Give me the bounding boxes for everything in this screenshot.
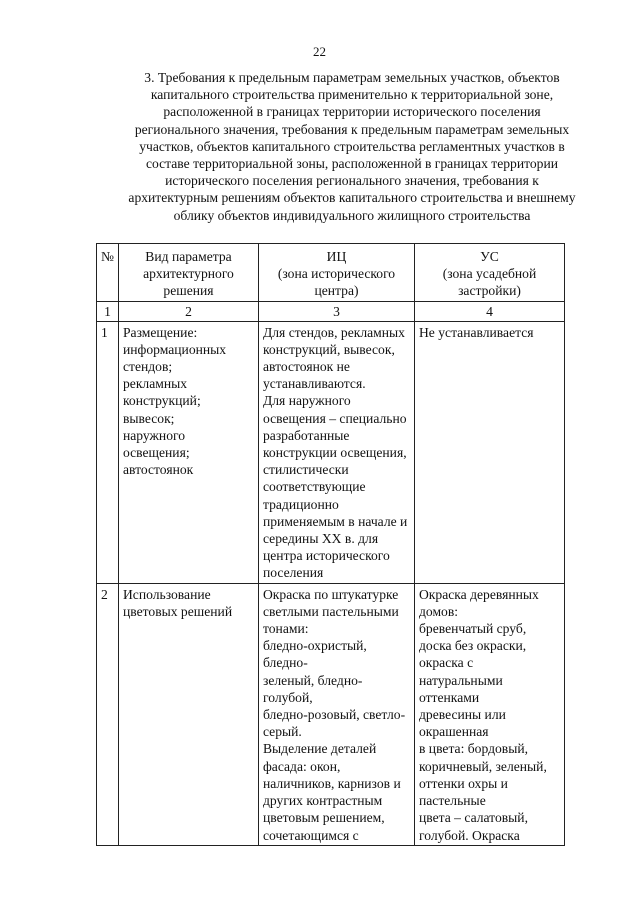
header-us-line: УС xyxy=(480,249,499,264)
cell-line: тонами: xyxy=(262,621,309,637)
cell-line: Для наружного xyxy=(262,393,351,409)
cell-line: Использование xyxy=(122,586,211,602)
cell-line: информационных xyxy=(122,341,227,357)
cell-line: середины XX в. для xyxy=(262,531,379,547)
heading-line: составе территориальной зоны, расположенной в границах территории xyxy=(145,156,559,172)
cell-line: бледно-охристый, xyxy=(262,638,367,654)
header-param-line: архитектурного xyxy=(143,266,234,282)
cell-line: применяемым в начале и xyxy=(262,513,408,529)
row-number: 2 xyxy=(97,583,119,845)
cell-line: фасада: окон, xyxy=(262,758,341,774)
cell-line: цветовых решений xyxy=(122,603,233,619)
table-header-row xyxy=(97,244,565,302)
column-number: 3 xyxy=(258,301,414,321)
header-ic xyxy=(258,244,414,302)
column-number-row xyxy=(97,301,565,321)
cell-us xyxy=(414,321,564,583)
cell-line: бледно-розовый, светло- xyxy=(262,707,406,723)
table-row xyxy=(97,321,565,583)
heading-line: расположенной в границах территории исторического поселения xyxy=(163,104,541,120)
heading-line: исторического поселения регионального значения, требования к xyxy=(165,173,539,189)
heading-line: облику объектов индивидуального жилищного строительства xyxy=(173,207,531,223)
cell-line: разработанные xyxy=(262,427,350,443)
cell-line: устанавливаются. xyxy=(262,376,366,392)
cell-line: домов: xyxy=(418,603,459,619)
cell-line: окрашенная xyxy=(418,724,489,740)
heading-line: архитектурным решениям объектов капитального строительства и внешнему xyxy=(128,190,576,206)
column-number: 4 xyxy=(414,301,564,321)
cell-line: пастельные xyxy=(418,793,486,809)
cell-line: стилистически xyxy=(262,462,349,478)
column-number: 1 xyxy=(97,301,119,321)
cell-param xyxy=(118,321,258,583)
cell-line: центра исторического xyxy=(262,548,390,564)
cell-line: рекламных xyxy=(122,376,188,392)
header-param xyxy=(118,244,258,302)
parameters-table xyxy=(96,243,565,846)
column-number: 2 xyxy=(118,301,258,321)
cell-us xyxy=(414,583,564,845)
cell-line: в цвета: бордовый, xyxy=(418,741,529,757)
header-us-line: (зона усадебной xyxy=(442,266,537,282)
cell-ic xyxy=(258,321,414,583)
cell-line: бледно- xyxy=(262,655,308,671)
cell-line: доска без окраски, xyxy=(418,638,527,654)
cell-line: зеленый, бледно- xyxy=(262,672,363,688)
header-ic-line: центра) xyxy=(314,283,359,299)
table-row xyxy=(97,583,565,845)
cell-line: Не устанавливается xyxy=(418,324,534,340)
heading-line: регионального значения, требования к предельным параметрам земельных xyxy=(134,121,570,137)
cell-param xyxy=(118,583,258,845)
cell-line: цвета – салатовый, xyxy=(418,810,528,826)
heading-line: капитального строительства применительно к территориальной зоне, xyxy=(150,87,554,103)
cell-line: стендов; xyxy=(122,359,173,375)
cell-line: Для стендов, рекламных xyxy=(262,324,405,340)
header-us-line: застройки) xyxy=(458,283,521,299)
cell-line: оттенками xyxy=(418,689,480,705)
cell-line: соответствующие xyxy=(262,479,366,495)
cell-line: Окраска по штукатурке xyxy=(262,586,399,602)
header-param-line: Вид параметра xyxy=(145,249,232,264)
row-number: 1 xyxy=(97,321,119,583)
cell-line: поселения xyxy=(262,565,324,581)
cell-line: голубой. Окраска xyxy=(418,827,520,843)
cell-line: древесины или xyxy=(418,707,506,723)
cell-line: Выделение деталей xyxy=(262,741,377,757)
cell-line: Окраска деревянных xyxy=(418,586,539,602)
cell-line: оттенки охры и xyxy=(418,775,508,791)
cell-line: автостоянок не xyxy=(262,359,350,375)
cell-line: наличников, карнизов и xyxy=(262,775,401,791)
cell-line: окраска с xyxy=(418,655,474,671)
cell-line: конструкции освещения, xyxy=(262,445,407,461)
cell-line: натуральными xyxy=(418,672,503,688)
cell-line: конструкций; xyxy=(122,393,201,409)
cell-line: голубой, xyxy=(262,689,313,705)
heading-line: участков, объектов капитального строительства регламентных участков в xyxy=(139,138,565,154)
cell-line: вывесок; xyxy=(122,410,175,426)
cell-line: Размещение: xyxy=(122,324,198,340)
cell-line: цветовым решением, xyxy=(262,810,385,826)
cell-line: светлыми пастельными xyxy=(262,603,399,619)
cell-line: серый. xyxy=(262,724,302,740)
cell-line: освещения; xyxy=(122,445,190,461)
cell-line: других контрастным xyxy=(262,793,383,809)
cell-line: традиционно xyxy=(262,496,339,512)
cell-ic xyxy=(258,583,414,845)
header-ic-line: (зона исторического xyxy=(277,266,396,282)
header-ic-line: ИЦ xyxy=(326,249,347,264)
cell-line: бревенчатый сруб, xyxy=(418,621,527,637)
cell-line: коричневый, зеленый, xyxy=(418,758,547,774)
section-heading xyxy=(96,69,608,224)
cell-line: наружного xyxy=(122,427,186,443)
header-num: № xyxy=(97,244,119,302)
cell-line: автостоянок xyxy=(122,462,194,478)
cell-line: конструкций, вывесок, xyxy=(262,341,395,357)
heading-line: 3. Требования к предельным параметрам земельных участков, объектов xyxy=(144,70,560,85)
cell-line: освещения – специально xyxy=(262,410,407,426)
page-number: 22 xyxy=(313,44,326,59)
cell-line: сочетающимся с xyxy=(262,827,359,843)
header-param-line: решения xyxy=(163,283,214,299)
header-us xyxy=(414,244,564,302)
